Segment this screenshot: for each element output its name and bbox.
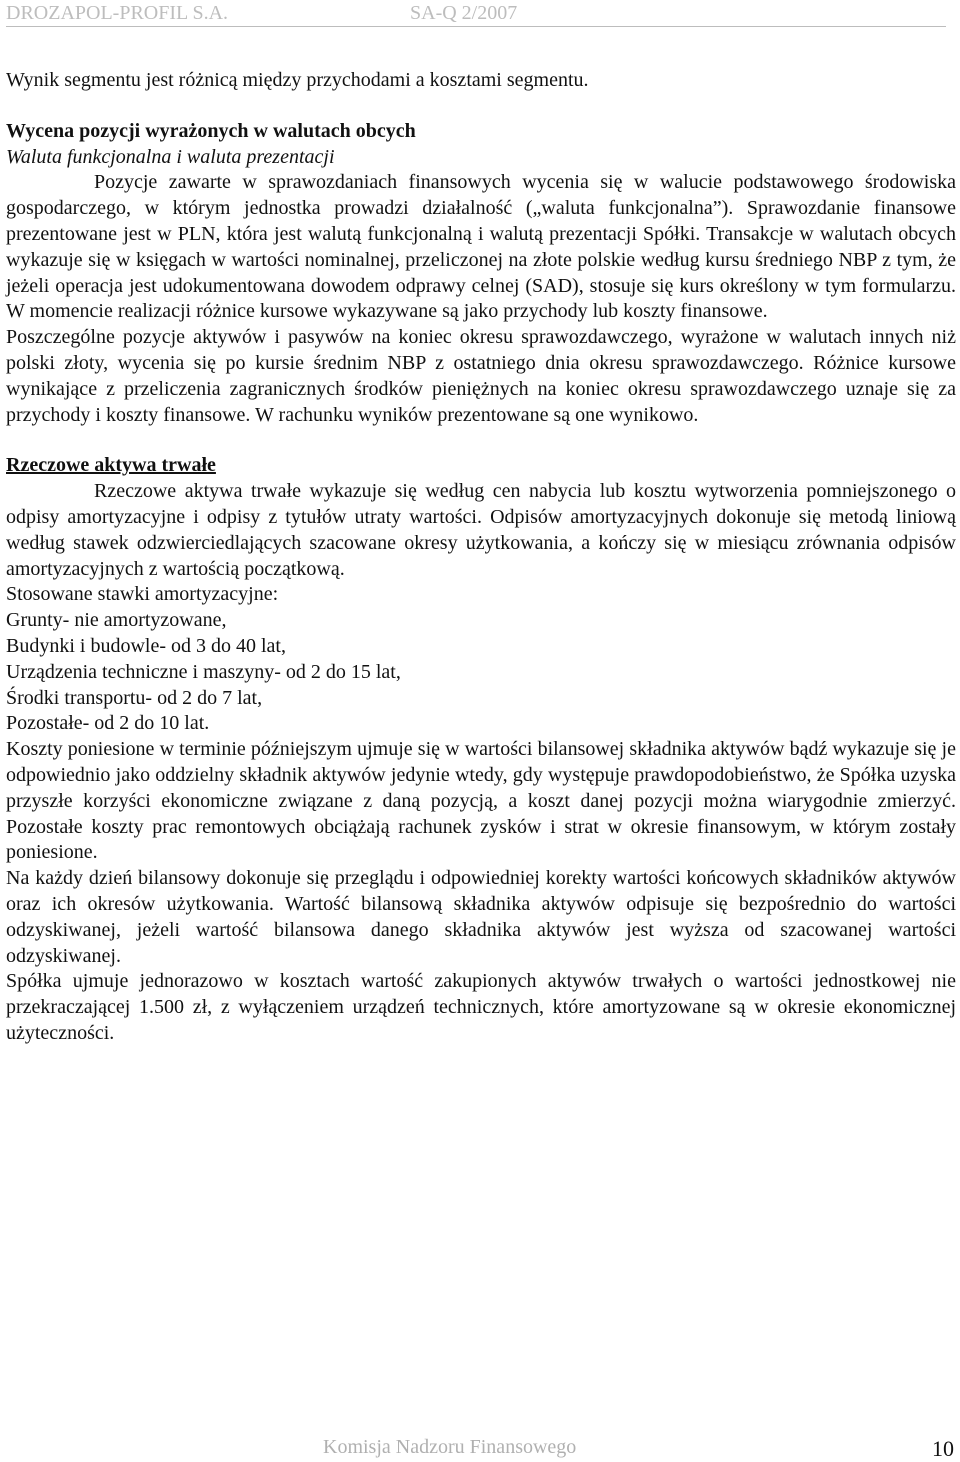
- page-header: [6, 0, 946, 27]
- paragraph-currency-1: Pozycje zawarte w sprawozdaniach finansowych wycenia się w walucie podstawowego środowiska gospodarczego, w którym jednostka prowadzi działalność („waluta funkcjonalna”). Sprawozdanie finansowe prezentowane jest w PLN, która jest walutą funkcjonalną i walutą prezentacji Spółki. Transakcje w walutach obcych wykazuje się w księgach w wartości nominalnej, przeliczonej na złote polskie według kursu średniego NBP z tym, że jeżeli operacja jest udokumentowana dowodem odprawy celnej (SAD), stosuje się kurs określony w tym formularzu. W momencie realizacji różnice kursowe wykazywane są jako przychody lub koszty finansowe.: [6, 171, 956, 323]
- depreciation-rate-item: Budynki i budowle- od 3 do 40 lat,: [6, 634, 286, 657]
- paragraph-fixed-assets-1: Rzeczowe aktywa trwałe wykazuje się według cen nabycia lub kosztu wytworzenia pomniejszonego o odpisy amortyzacyjne i odpisy z tytułów utraty wartości. Odpisów amortyzacyjnych dokonuje się metodą liniową według stawek odzwierciedlających szacowane okresy użytkowania, a kończy się w miesiącu zrównania odpisów amortyzacyjnych z wartością początkową.: [6, 480, 956, 580]
- section-heading-fixed-assets: Rzeczowe aktywa trwałe: [6, 454, 216, 477]
- paragraph-subsequent-costs: Koszty poniesione w terminie późniejszym ujmuje się w wartości bilansowej składnika aktywów bądź wykazuje się je odpowiednio jako oddzielny składnik aktywów jedynie wtedy, gdy występuje prawdopodobieństwo, że Spółka uzyska przyszłe korzyści ekonomiczne związane z daną pozycją, a koszt danej pozycji można wiarygodnie zmierzyć. Pozostałe koszty prac remontowych obciążają rachunek zysków i strat w okresie finansowym, w którym zostały poniesione.: [6, 738, 956, 864]
- paragraph-segment-result: Wynik segmentu jest różnicą między przychodami a kosztami segmentu.: [6, 69, 589, 91]
- depreciation-rates-title: Stosowane stawki amortyzacyjne:: [6, 583, 279, 606]
- paragraph-low-value-assets: Spółka ujmuje jednorazowo w kosztach wartość zakupionych aktywów trwałych o wartości jednostkowej nie przekraczającej 1.500 zł, z wyłączeniem urządzeń technicznych, które amortyzowane są w okresie ekonomicznej użyteczności.: [6, 970, 956, 1044]
- header-report-id: SA-Q 2/2007: [410, 2, 518, 24]
- section-heading-currency: Wycena pozycji wyrażonych w walutach obcych: [6, 119, 416, 142]
- depreciation-rate-item: Środki transportu- od 2 do 7 lat,: [6, 686, 263, 709]
- depreciation-rate-item: Pozostałe- od 2 do 10 lat.: [6, 712, 210, 735]
- header-company: DROZAPOL-PROFIL S.A.: [6, 2, 229, 24]
- depreciation-rate-item: Grunty- nie amortyzowane,: [6, 609, 227, 632]
- paragraph-currency-2: Poszczególne pozycje aktywów i pasywów na koniec okresu sprawozdawczego, wyrażone w walutach innych niż polski złoty, wycenia się po kursie średnim NBP z ostatniego dnia okresu sprawozdawczego. Różnice kursowe wynikające z przeliczenia zagranicznych środków pieniężnych na koniec okresu sprawozdawczego uznaje się za przychody i koszty finansowe. W rachunku wyników prezentowane są one wynikowo.: [6, 326, 956, 426]
- paragraph-balance-review: Na każdy dzień bilansowy dokonuje się przeglądu i odpowiedniej korekty wartości końcowych składników aktywów oraz ich okresów użytkowania. Wartość bilansową składnika aktywów odpisuje się bezpośrednio do wartości odzyskiwanej, jeżeli wartość bilansowa danego składnika aktywów jest wyższa od szacowanej wartości odzyskiwanej.: [6, 867, 956, 967]
- page-footer: [0, 1432, 960, 1460]
- document-body: [6, 68, 956, 1047]
- page-number: 10: [932, 1436, 954, 1461]
- subheading-functional-currency: Waluta funkcjonalna i waluta prezentacji: [6, 145, 335, 168]
- footer-authority: Komisja Nadzoru Finansowego: [323, 1436, 577, 1458]
- depreciation-rate-item: Urządzenia techniczne i maszyny- od 2 do 15 lat,: [6, 660, 401, 683]
